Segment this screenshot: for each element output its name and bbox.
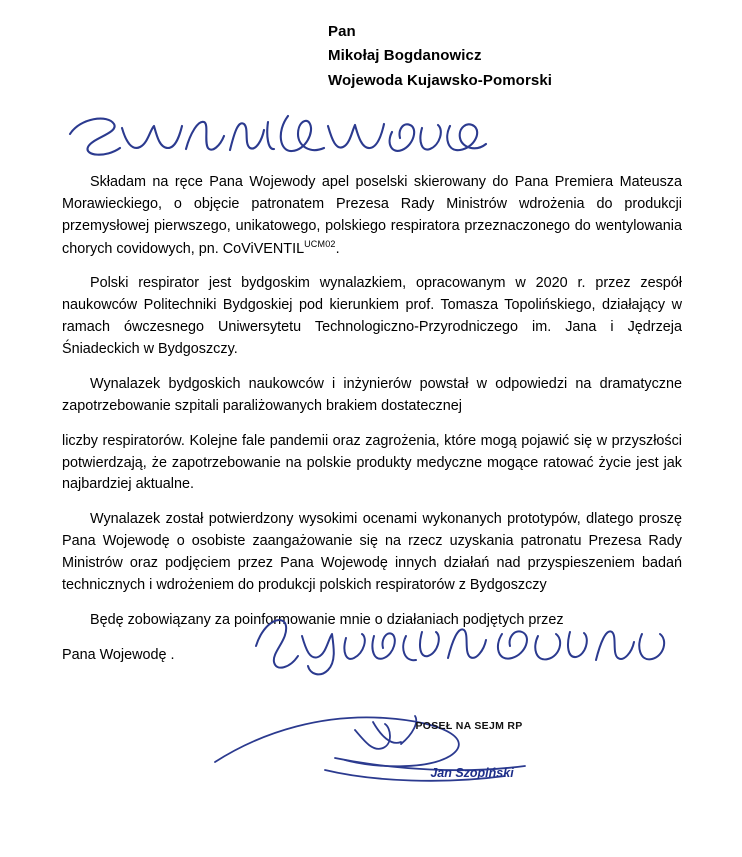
superscript-note: UCM02 [304, 238, 336, 249]
paragraph-5: Wynalazek został potwierdzony wysokimi ocenami wykonanych prototypów, dlatego proszę Pana Wojewodę o osobiste zaangażowanie się na rzecz uzyskania patronatu Prezesa Rady Ministrów oraz podjęciem przez Pana Wojewodę innych działań nad przyspieszeniem badań technicznych i wdrożeniem do produkcji polskich respiratorów z Bydgoszczy [62, 511, 682, 594]
paragraph-2: Polski respirator jest bydgoskim wynalazkiem, opracowanym w 2020 r. przez zespół naukowców Politechniki Bydgoskiej pod kierunkiem prof. Tomasza Topolińskiego, działający w ramach ówczesnego Uniwersytetu Technologiczno-Przyrodniczego im. Jana i Jędrzeja Śniadeckich w Bydgoszczy. [62, 275, 682, 358]
handwriting-salutation-icon [62, 104, 492, 166]
handwriting-closing-icon [250, 612, 670, 682]
paragraph-1-text: Składam na ręce Pana Wojewody apel poselski skierowany do Pana Premiera Mateusza Morawieckiego, o objęcie patronatem Prezesa Rady Ministrów wdrożenia do produkcji przemysłowej pierwszego, unikatowego, polskiego respiratora przeznaczonego do wentylowania chorych covidowych, pn. CoViVENTIL [62, 174, 682, 257]
superscript-tail: . [335, 240, 340, 257]
addressee-line-3: Wojewoda Kujawsko-Pomorski [328, 71, 553, 89]
handwritten-closing [250, 612, 670, 682]
paragraph-3: Wynalazek bydgoskich naukowców i inżynierów powstał w odpowiedzi na dramatyczne zapotrzebowanie szpitali paraliżowanych brakiem dostatecznej [62, 375, 682, 414]
addressee-line-1: Pan [328, 23, 356, 40]
signature-name: Jan Szopiński [430, 766, 514, 780]
signature-role: POSEŁ NA SEJM RP [415, 720, 523, 732]
signature-block [330, 720, 590, 780]
paragraph-1 [62, 172, 682, 260]
paragraph-6: Będę zobowiązany za poinformowanie mnie o działaniach podjętych przez [90, 611, 564, 628]
addressee-block [328, 20, 552, 93]
addressee-line-2: Mikołaj Bogdanowicz [328, 47, 482, 65]
handwritten-salutation [62, 104, 492, 166]
paragraph-7: Pana Wojewodę . [62, 646, 175, 663]
letter-body [62, 172, 682, 667]
paragraph-4: liczby respiratorów. Kolejne fale pandemii oraz zagrożenia, które mogą pojawić się w przyszłości potwierdzają, że zapotrzebowanie na polskie produkty medyczne mogące ratować życie jest jak najbardziej aktualne. [62, 432, 682, 493]
